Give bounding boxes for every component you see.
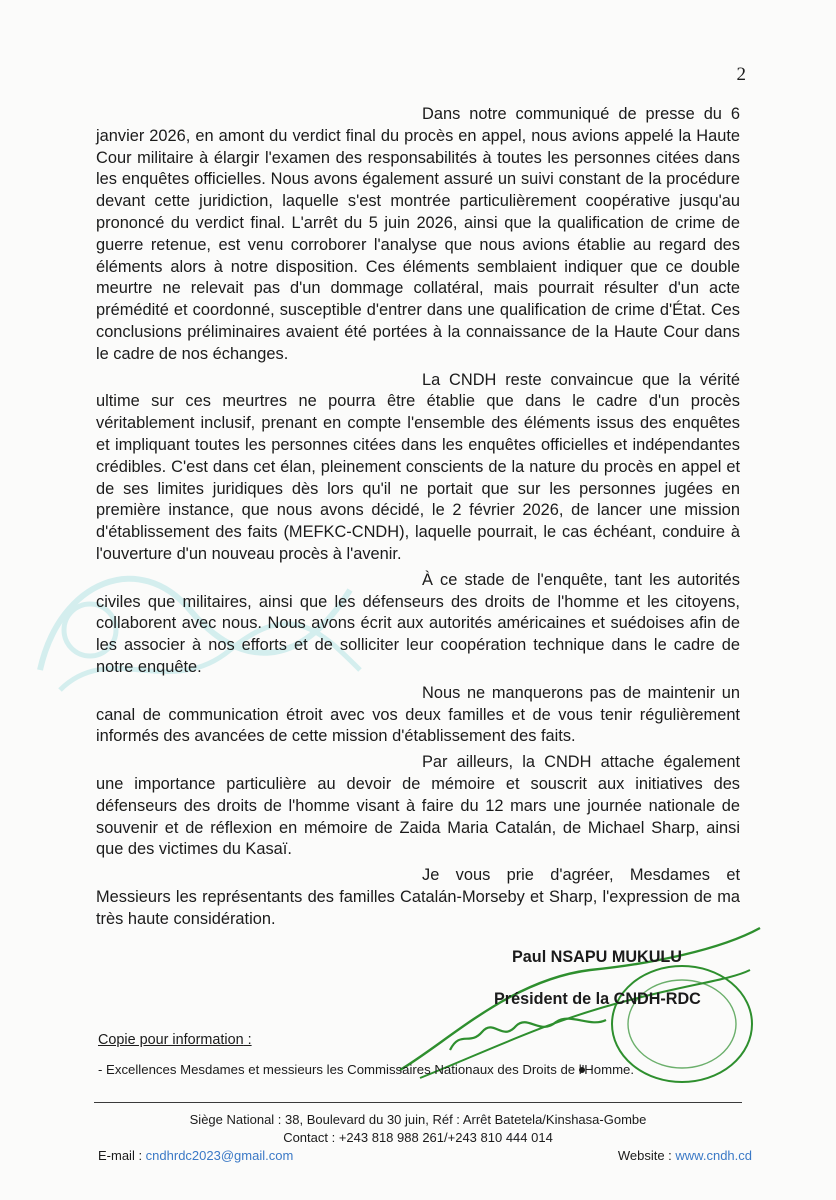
paragraph: À ce stade de l'enquête, tant les autorités civiles que militaires, ainsi que les défenseurs des droits de l'homme et les citoyens, collaborent avec nous. Nous avons écrit aux autorités américaines et suédoises afin de les associer à nos efforts et de solliciter leur coopération technique dans le cadre de notre enquête. [96,570,740,676]
website-label: Website : [617,1148,676,1163]
copy-recipient: - Excellences Mesdames et messieurs les Commissaires Nationaux des Droits de l'Homme. [98,1062,635,1077]
footer-website [618,1148,752,1163]
paragraph: Dans notre communiqué de presse du 6 janvier 2026, en amont du verdict final du procès en appel, nous avions appelé la Haute Cour militaire à élargir l'examen des responsabilités à toutes les personnes citées dans les enquêtes officielles. Nous avons également assuré un suivi constant de la procédure devant cette juridiction, laquelle s'est montrée particulièrement coopérative jusqu'au prononcé du verdict final. L'arrêt du 5 juin 2026, ainsi que la qualification de crime de guerre retenue, est venu corroborer l'analyse que nous avions établie au regard des éléments alors à notre disposition. Ces éléments semblaient indiquer que ce double meurtre ne relevait pas d'un dommage collatéral, mais pourrait résulter d'un acte prémédité et coordonné, susceptible d'entrer dans une qualification de crime d'État. Ces conclusions préliminaires avaient été portées à la connaissance de la Haute Cour dans le cadre de nos échanges. [96,105,740,363]
footer-address: Siège National : 38, Boulevard du 30 juin, Réf : Arrêt Batetela/Kinshasa-Gombe [189,1112,647,1127]
page-number: 2 [736,64,746,85]
paragraph: Par ailleurs, la CNDH attache également une importance particulière au devoir de mémoire et souscrit aux initiatives des défenseurs des droits de l'homme visant à faire du 12 mars une journée nationale de souvenir et de réflexion en mémoire de Zaida Maria Catalán, de Michael Sharp, ainsi que des victimes du Kasaï. [96,753,740,859]
signatory-title: Président de la CNDH-RDC [494,990,701,1008]
copy-heading-colon: : [243,1032,252,1048]
paragraph: La CNDH reste convaincue que la vérité ultime sur ces meurtres ne pourra être établie que dans le cadre d'un procès véritablement inclusif, prenant en compte l'ensemble des éléments issus des enquêtes et impliquant toutes les personnes citées dans les enquêtes officielles et indépendantes crédibles. C'est dans cet élan, pleinement conscients de la nature du procès en appel et de ses limites juridiques dès lors qu'il ne portait que sur les personnes jugées en première instance, que nous avons décidé, le 2 février 2026, de lancer une mission d'établissement des faits (MEFKC-CNDH), laquelle pourrait, le cas échéant, conduire à l'ouverture d'un nouveau procès à l'avenir. [96,370,740,563]
website-link[interactable]: www.cndh.cd [675,1148,752,1163]
signatory-name: Paul NSAPU MUKULU [512,948,682,966]
email-label: E-mail : [98,1148,146,1163]
footer-divider [94,1102,742,1103]
letter-body [96,104,740,934]
copy-heading [98,1032,252,1048]
footer-email [98,1148,293,1163]
email-link[interactable]: cndhrdc2023@gmail.com [145,1148,294,1163]
paragraph: Nous ne manquerons pas de maintenir un canal de communication étroit avec vos deux familles et de vous tenir régulièrement informés des avancées de cette mission d'établissement des faits. [96,683,740,746]
paragraph: Je vous prie d'agréer, Mesdames et Messieurs les représentants des familles Catalán-Morseby et Sharp, l'expression de ma très haute considération. [96,866,740,928]
copy-heading-label: Copie pour information [98,1032,244,1048]
footer-contact: Contact : +243 818 988 261/+243 810 444 014 [283,1130,553,1145]
